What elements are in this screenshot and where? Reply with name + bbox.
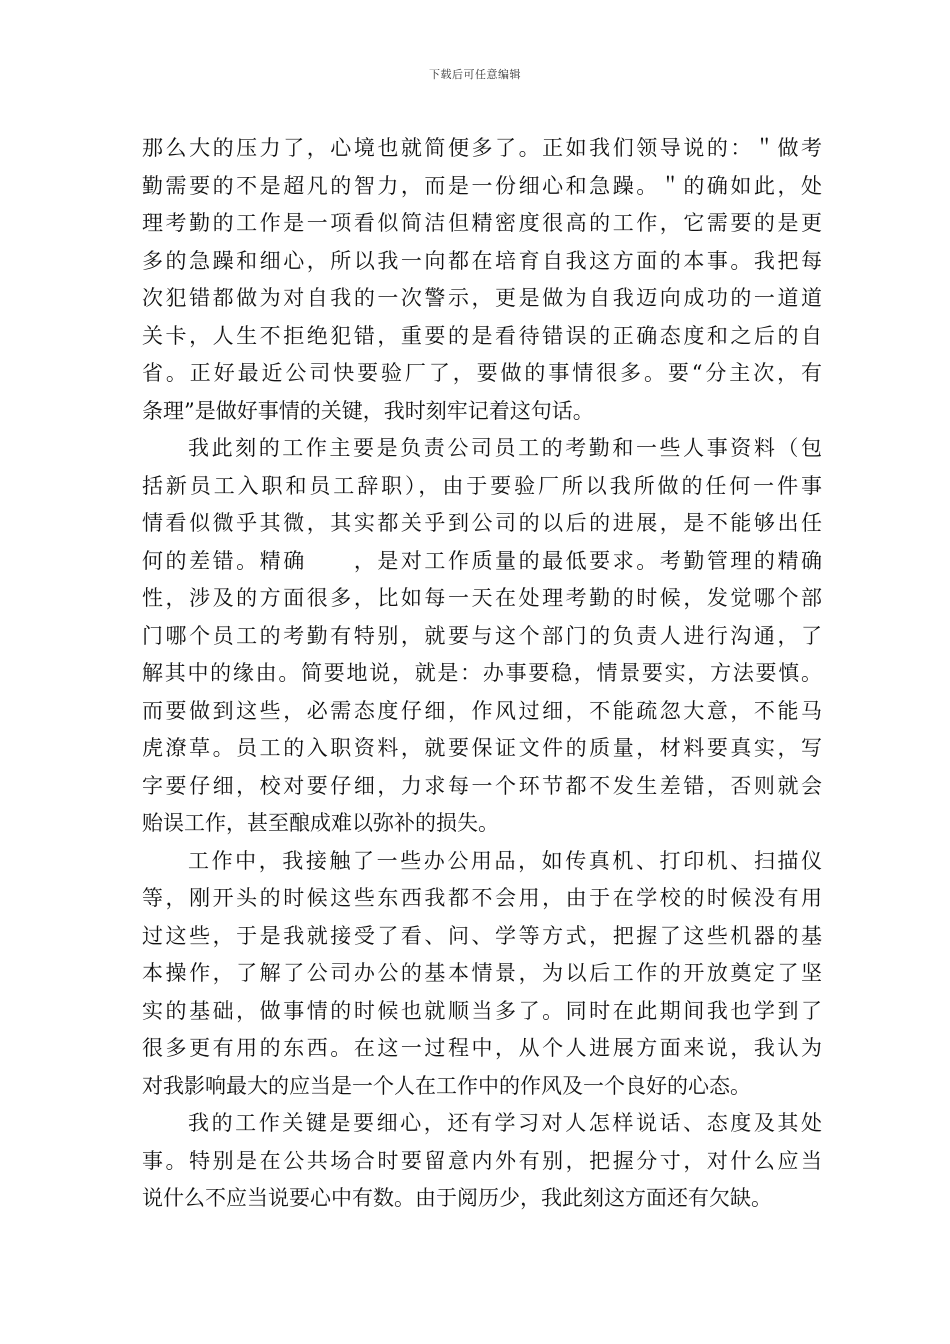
text-line: 我此刻的工作主要是负责公司员工的考勤和一些人事资料（包 xyxy=(188,436,822,460)
document-body xyxy=(142,130,822,1218)
text-line: 省。正好最近公司快要验厂了，要做的事情很多。要“分主次，有 xyxy=(142,361,822,385)
text-line: 我的工作关键是要细心，还有学习对人怎样说话、态度及其处 xyxy=(188,1111,822,1135)
text-line: 解其中的缘由。简要地说，就是：办事要稳，情景要实，方法要慎。 xyxy=(142,661,822,685)
text-line: 对我影响最大的应当是一个人在工作中的作风及一个良好的心态。 xyxy=(142,1073,751,1098)
text-line: 工作中，我接触了一些办公用品，如传真机、打印机、扫描仪 xyxy=(188,848,822,873)
text-line: 而要做到这些，必需态度仔细，作风过细，不能疏忽大意，不能马 xyxy=(142,698,822,723)
text-line: 那么大的压力了，心境也就简便多了。正如我们领导说的：＂做考 xyxy=(142,136,822,160)
text-line: 事。特别是在公共场合时要留意内外有别，把握分寸，对什么应当 xyxy=(142,1148,822,1173)
text-line: 很多更有用的东西。在这一过程中，从个人进展方面来说，我认为 xyxy=(142,1036,822,1060)
text-line: 次犯错都做为对自我的一次警示，更是做为自我迈向成功的一道道 xyxy=(142,286,822,310)
text-line: 多的急躁和细心，所以我一向都在培育自我这方面的本事。我把每 xyxy=(142,248,822,273)
page-header: 下载后可任意编辑 xyxy=(429,68,521,81)
text-line: 本操作，了解了公司办公的基本情景，为以后工作的开放奠定了坚 xyxy=(142,961,822,985)
text-line: 等，刚开头的时候这些东西我都不会用，由于在学校的时候没有用 xyxy=(142,886,822,910)
text-line: 括新员工入职和员工辞职），由于要验厂所以我所做的任何一件事 xyxy=(142,473,822,498)
text-line: 过这些，于是我就接受了看、问、学等方式，把握了这些机器的基 xyxy=(142,923,822,948)
text-line: 说什么不应当说要心中有数。由于阅历少，我此刻这方面还有欠缺。 xyxy=(142,1186,772,1210)
text-line: 性，涉及的方面很多，比如每一天在处理考勤的时候，发觉哪个部 xyxy=(142,586,822,610)
text-line: 理考勤的工作是一项看似简洁但精密度很高的工作，它需要的是更 xyxy=(142,211,822,235)
text-line: 实的基础，做事情的时候也就顺当多了。同时在此期间我也学到了 xyxy=(142,998,822,1023)
text-line: 门哪个员工的考勤有特别，就要与这个部门的负责人进行沟通，了 xyxy=(142,623,822,648)
text-line: 虎潦草。员工的入职资料，就要保证文件的质量，材料要真实，写 xyxy=(142,736,822,760)
text-line: 贻误工作，甚至酿成难以弥补的损失。 xyxy=(142,811,499,835)
text-line: 何的差错。精确 ，是对工作质量的最低要求。考勤管理的精确 xyxy=(142,548,822,573)
text-line: 勤需要的不是超凡的智力，而是一份细心和急躁。＂的确如此，处 xyxy=(142,173,822,198)
text-line: 条理”是做好事情的关键，我时刻牢记着这句话。 xyxy=(142,398,594,423)
text-line: 情看似微乎其微，其实都关乎到公司的以后的进展，是不能够出任 xyxy=(142,511,822,535)
text-line: 字要仔细，校对要仔细，力求每一个环节都不发生差错，否则就会 xyxy=(142,773,822,798)
text-line: 关卡，人生不拒绝犯错，重要的是看待错误的正确态度和之后的自 xyxy=(142,323,822,348)
